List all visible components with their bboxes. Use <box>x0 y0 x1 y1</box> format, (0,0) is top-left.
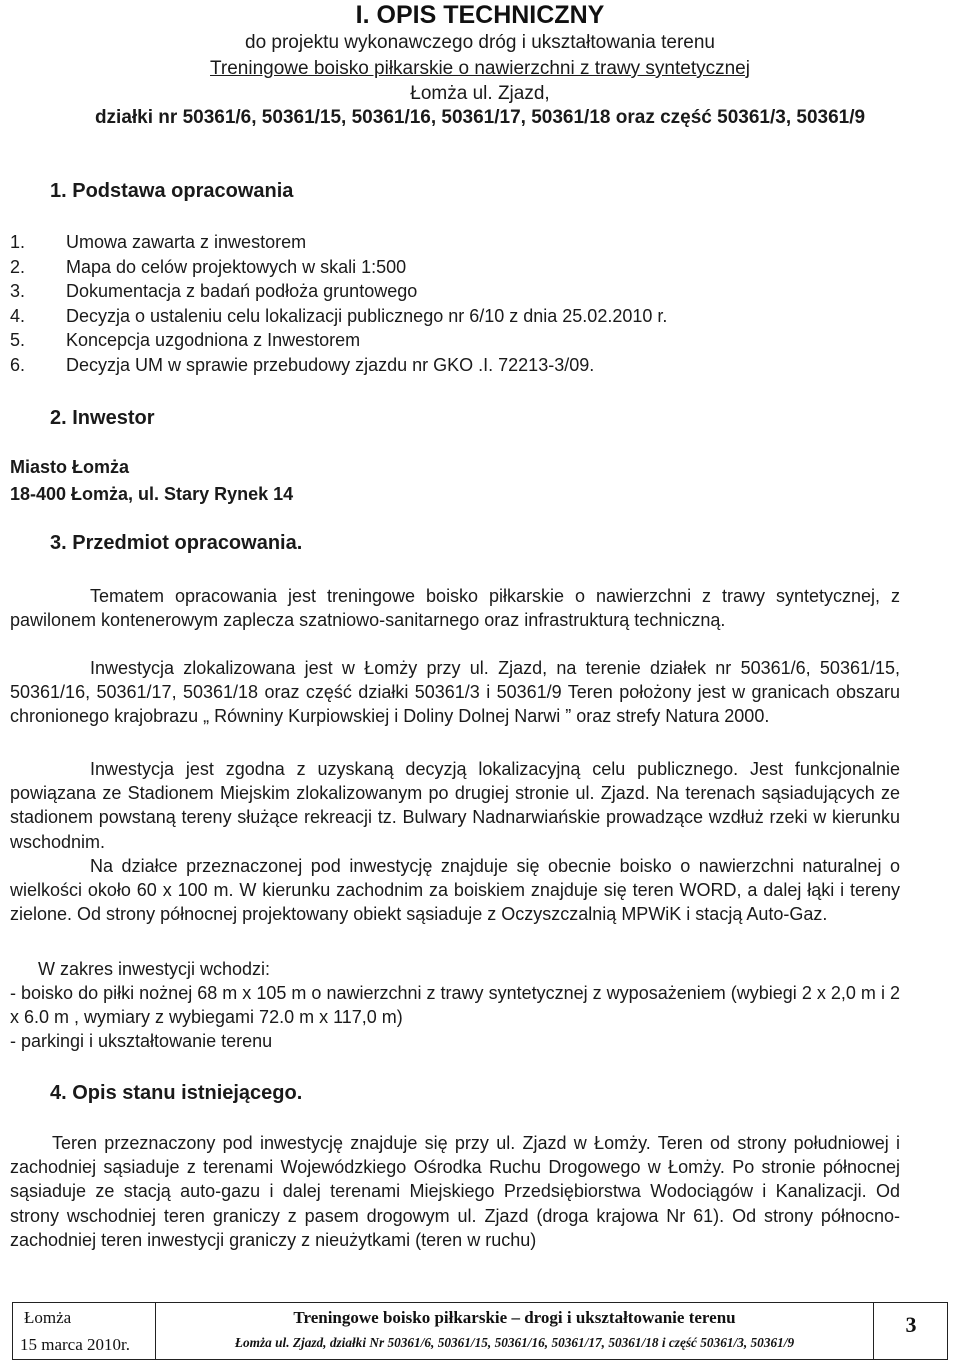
paragraph: Inwestycja zlokalizowana jest w Łomży przy ul. Zjazd, na terenie działek nr 50361/6, 50361/15, 50361/16, 50361/17, 50361/18 oraz część działki 50361/3 i 50361/9 Teren położony jest w granicach obszaru chronionego krajobrazu „ Równiny Kurpiowskiej i Doliny Dolnej Narwi ” oraz strefy Natura 2000. <box>10 658 900 727</box>
document-title: I. OPIS TECHNICZNY <box>355 1 605 29</box>
footer-subtitle: Łomża ul. Zjazd, działki Nr 50361/6, 50361/15, 50361/16, 50361/17, 50361/18 i część 50361/3, 50361/9 <box>234 1335 795 1350</box>
section-4-heading: 4. Opis stanu istniejącego. <box>50 1082 303 1104</box>
section-1-heading: 1. Podstawa opracowania <box>50 180 294 202</box>
list-item-text: Decyzja UM w sprawie przebudowy zjazdu nr GKO .I. 72213-3/09. <box>66 354 595 375</box>
paragraph: Inwestycja jest zgodna z uzyskaną decyzją lokalizacyjną celu publicznego. Jest funkcjonalnie powiązana ze Stadionem Miejskim zlokalizowanym po drugiej stronie ul. Zjazd. Na terenach sąsiadujących ze stadionem powstaną tereny służące rekreacji tz. Bulwary Nadnarwiańskie prowadzące wzdłuż rzeki w kierunku wschodnim. <box>10 759 900 852</box>
list-item <box>10 304 910 329</box>
list-item-number: 1. <box>10 232 26 252</box>
list-item <box>10 353 910 378</box>
paragraph: Na działce przeznaczonej pod inwestycję znajduje się obecnie boisko o nawierzchni naturalnej o wielkości około 60 x 100 m. W kierunku zachodnim za boiskiem znajduje się teren WORD, a dalej łąki i tereny zielone. Od strony północnej projektowany obiekt sąsiaduje z Oczyszczalnią MPWiK i stacją Auto-Gaz. <box>10 856 900 925</box>
paragraph: Teren przeznaczony pod inwestycję znajduje się przy ul. Zjazd w Łomży. Teren od strony południowej i zachodniej sąsiaduje z terenami Wojewódzkiego Ośrodka Ruchu Drogowego w Łomży. Po stronie północnej sąsiaduje ze stacją auto-gazu i dalej terenami Miejskiego Przedsiębiorstwa Wodociągów i Kanalizacji. Od strony wschodniej teren graniczy z pasem drogowym ul. Zjazd (droga krajowa Nr 61). Od strony północno-zachodniej teren inwestycji graniczy z nieużytkami (teren w ruchu) <box>10 1133 900 1250</box>
footer-page-number-cell <box>874 1302 948 1360</box>
list-item <box>10 279 910 304</box>
list-item-number: 6. <box>10 354 26 375</box>
footer-date: 15 marca 2010r. <box>20 1335 130 1354</box>
list-item-number: 3. <box>10 281 26 302</box>
basis-list <box>10 230 910 378</box>
list-item-number: 4. <box>10 305 26 326</box>
footer-project-info <box>156 1302 874 1360</box>
footer-place-date <box>12 1302 156 1360</box>
list-item <box>10 255 910 280</box>
list-item-text: Decyzja o ustaleniu celu lokalizacji publicznego nr 6/10 z dnia 25.02.2010 r. <box>66 305 668 326</box>
list-item-number: 5. <box>10 330 26 351</box>
subtitle-line-4: działki nr 50361/6, 50361/15, 50361/16, 50361/17, 50361/18 oraz część 50361/3, 50361/9 <box>94 107 866 128</box>
subtitle-line-1: do projektu wykonawczego dróg i ukształtowania terenu <box>245 32 715 53</box>
investor-name: Miasto Łomża <box>10 457 130 477</box>
list-item-text: Mapa do celów projektowych w skali 1:500 <box>66 256 407 277</box>
investor-address: 18-400 Łomża, ul. Stary Rynek 14 <box>10 484 294 504</box>
paragraph: Tematem opracowania jest treningowe boisko piłkarskie o nawierzchni z trawy syntetycznej, z pawilonem kontenerowym zaplecza szatniowo-sanitarnego oraz infrastrukturą techniczną. <box>10 586 900 631</box>
scope-item: - boisko do piłki nożnej 68 m x 105 m o nawierzchni z trawy syntetycznej z wyposażeniem (wybiegi 2 x 2,0 m i 2 x 6.0 m , wymiary z wybiegami 72.0 m x 117,0 m) <box>10 983 900 1028</box>
subtitle-line-2: Treningowe boisko piłkarskie o nawierzchni z trawy syntetycznej <box>210 58 750 79</box>
scope-item: - parkingi i ukształtowanie terenu <box>10 1031 273 1051</box>
list-item-number: 2. <box>10 256 26 277</box>
list-item <box>10 328 910 353</box>
list-item-text: Dokumentacja z badań podłoża gruntowego <box>66 281 418 302</box>
subtitle-line-3: Łomża ul. Zjazd, <box>410 83 550 104</box>
section-2-heading: 2. Inwestor <box>50 407 155 429</box>
list-item-text: Koncepcja uzgodniona z Inwestorem <box>66 330 361 351</box>
scope-intro: W zakres inwestycji wchodzi: <box>38 959 271 979</box>
footer-city: Łomża <box>24 1308 72 1327</box>
section-3-heading: 3. Przedmiot opracowania. <box>50 532 303 554</box>
list-item <box>10 230 910 255</box>
page-footer <box>0 1302 960 1360</box>
page-number: 3 <box>905 1312 917 1337</box>
footer-title: Treningowe boisko piłkarskie – drogi i ukształtowanie terenu <box>293 1308 736 1327</box>
list-item-text: Umowa zawarta z inwestorem <box>66 232 307 252</box>
